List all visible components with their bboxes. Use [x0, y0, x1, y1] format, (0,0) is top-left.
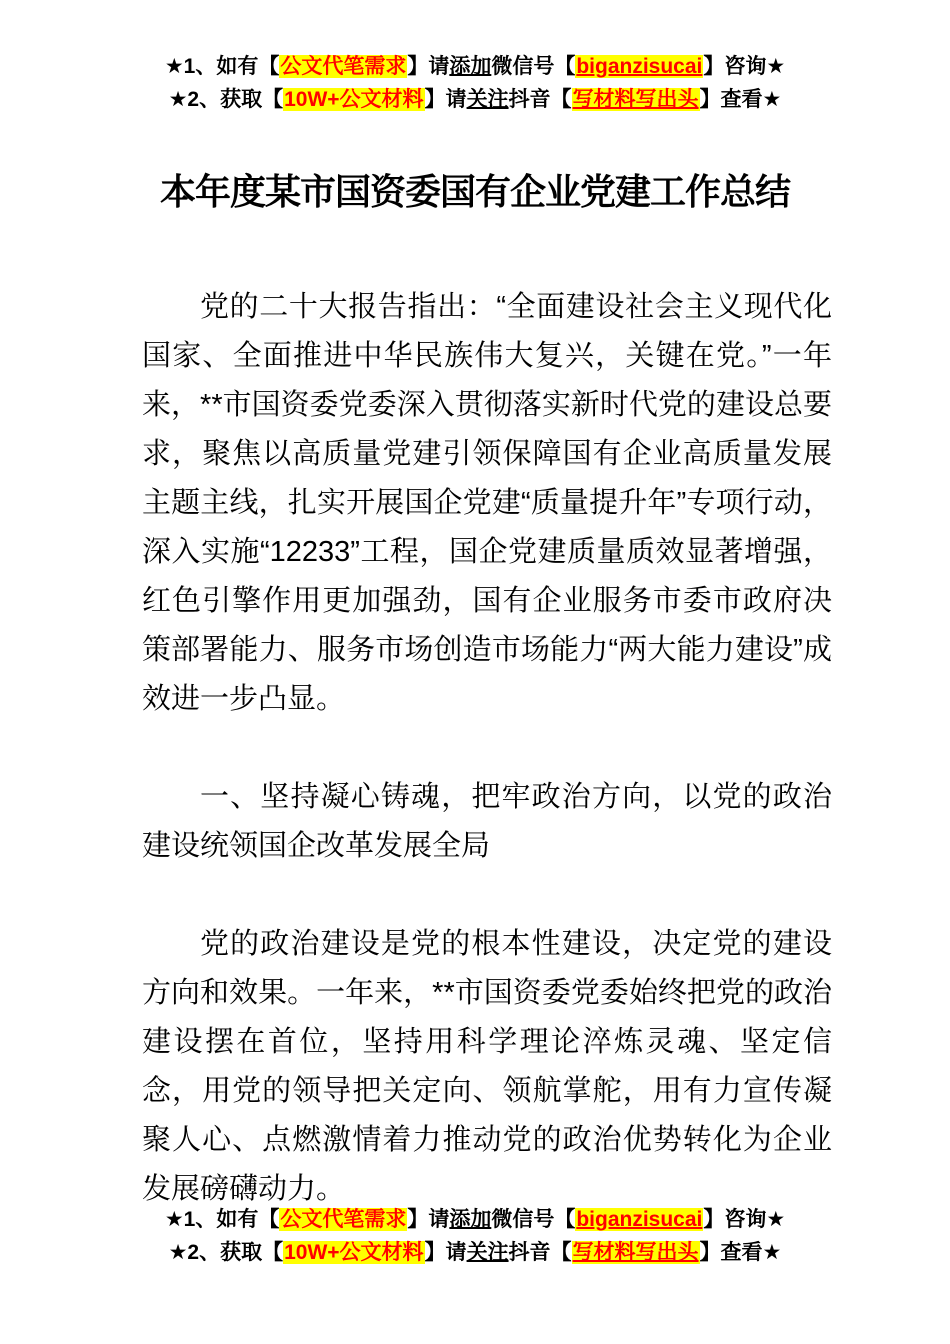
promo2-mid1: 】请	[424, 1241, 467, 1264]
paragraph-intro: 党的二十大报告指出：“全面建设社会主义现代化国家、全面推进中华民族伟大复兴，关键在党。”一年来，**市国资委党委深入贯彻落实新时代党的建设总要求，聚焦以高质量党建引领保障国有企业高质量发展主题主线，扎实开展国企党建“质量提升年”专项行动，深入实施“12233”工程，国企党建质量质效显著增强，红色引擎作用更加强劲，国有企业服务市委市政府决策部署能力、服务市场创造市场能力“两大能力建设”成效进一步凸显。	[142, 291, 832, 715]
promo1-mid1: 】请	[407, 1208, 450, 1231]
promo2-suffix: 】查看★	[699, 1241, 782, 1264]
promo1-mid2: 微信号【	[491, 55, 576, 78]
promo2-underline-follow: 关注	[466, 88, 509, 111]
promo-banner-bottom	[0, 1203, 950, 1269]
promo-line-2	[0, 83, 950, 116]
promo1-highlight-service-need: 公文代笔需求	[280, 1208, 407, 1231]
document-title: 本年度某市国资委国有企业党建工作总结	[159, 171, 790, 213]
promo2-mid1: 】请	[424, 88, 467, 111]
wechat-id: biganzisucai	[576, 55, 703, 78]
promo2-mid2: 抖音【	[508, 1241, 572, 1264]
promo1-suffix: 】咨询★	[703, 55, 786, 78]
promo2-underline-follow: 关注	[466, 1241, 509, 1264]
douyin-account: 写材料写出头	[572, 1241, 699, 1264]
promo2-highlight-materials: 10W+公文材料	[284, 88, 424, 111]
promo2-mid2: 抖音【	[508, 88, 572, 111]
promo2-prefix: ★2、获取【	[168, 88, 284, 111]
promo1-underline-add: 添加	[449, 55, 492, 78]
promo-line-1	[0, 50, 950, 83]
douyin-account: 写材料写出头	[572, 88, 699, 111]
document-body	[142, 283, 832, 1263]
promo1-mid1: 】请	[407, 55, 450, 78]
paragraph-section-1: 党的政治建设是党的根本性建设，决定党的建设方向和效果。一年来，**市国资委党委始终把党的政治建设摆在首位，坚持用科学理论淬炼灵魂、坚定信念，用党的领导把关定向、领航掌舵，用有力宣传凝聚人心、点燃激情着力推动党的政治优势转化为企业发展磅礴动力。	[142, 928, 832, 1205]
promo2-suffix: 】查看★	[699, 88, 782, 111]
promo-line-1	[0, 1203, 950, 1236]
promo-banner-top	[0, 50, 950, 116]
promo1-prefix: ★1、如有【	[164, 1208, 280, 1231]
promo1-suffix: 】咨询★	[703, 1208, 786, 1231]
promo1-highlight-service-need: 公文代笔需求	[280, 55, 407, 78]
promo1-mid2: 微信号【	[491, 1208, 576, 1231]
promo2-highlight-materials: 10W+公文材料	[284, 1241, 424, 1264]
section-heading-1: 一、坚持凝心铸魂，把牢政治方向，以党的政治建设统领国企改革发展全局	[142, 781, 832, 862]
promo2-prefix: ★2、获取【	[168, 1241, 284, 1264]
promo1-prefix: ★1、如有【	[164, 55, 280, 78]
promo-line-2	[0, 1236, 950, 1269]
wechat-id: biganzisucai	[576, 1208, 703, 1231]
promo1-underline-add: 添加	[449, 1208, 492, 1231]
